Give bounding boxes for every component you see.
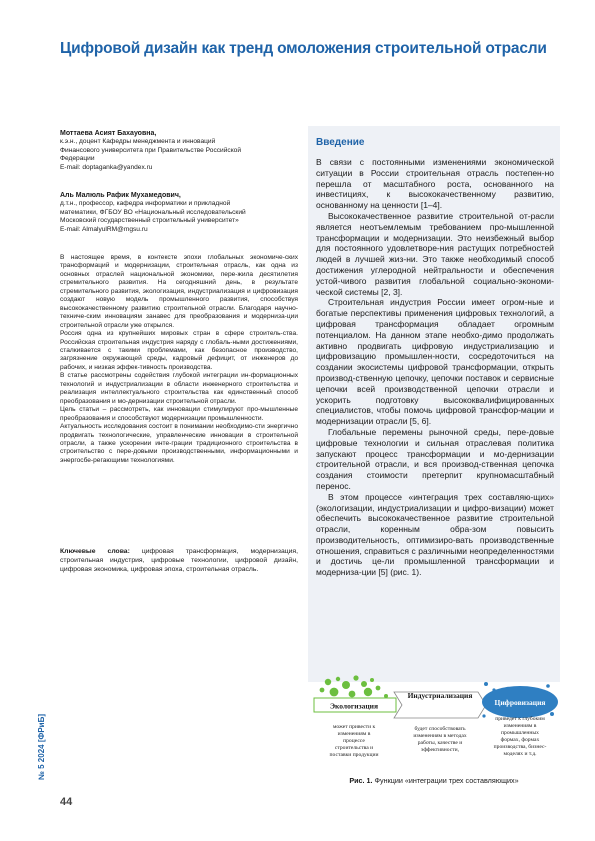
stage-note-line: эффективности,	[420, 747, 460, 753]
intro-body	[316, 157, 554, 578]
figure-integration	[308, 670, 560, 790]
author-affiliation-line: к.э.н., доцент Кафедры менеджмента и инноваций	[60, 138, 216, 146]
stage-note-line: может привести к	[332, 724, 376, 730]
stage-label: Индустриализация	[407, 691, 473, 700]
author-affiliation-line: математики, ФГБОУ ВО «Национальный исследовательский	[60, 208, 246, 216]
stage-note-line: строительства и	[334, 745, 374, 751]
abstract-paragraph: Россия одна из крупнейших мировых стран в сфере строитель-ства. Российская строительная индустрия наряду с глобаль-ными достижениями, сталкивается с такими проблемами, как безопасное производство, загрязнение окружающей среды, кадровый дефицит, от инженеров до рабочих, и низкая эффек-тивность производства.	[60, 330, 298, 371]
stage-note-line: работы, качестве и	[417, 740, 463, 746]
author-name: Моттаева Асият Бахауовна,	[60, 130, 157, 137]
figure-caption	[312, 776, 556, 785]
abstract	[60, 254, 298, 465]
intro-paragraph: В этом процессе «интеграция трех составляю-щих» (экологизации, индустриализации и цифро-визации) может обеспечить высококачественное развитие строительной отрасли, коренным обра-зом повысить производительность, оптимизиро-вать производственные отношения, справиться с различными неопределенностями и достичь це-ли промышленной трансформации и модерниза-ции [5] (рис. 1).	[316, 491, 554, 578]
intro-paragraph: Строительная индустрия России имеет огром-ные и богатые перспективы применения цифровых технологий, а цифровая трансформация обладает огромным потенциалом. На данном этапе необхо-димо продолжать активно продвигать цифровую индустриализацию и цифровизацию промышлен-ности, сосредоточиться на создании экосистемы цифровой трансформации, открыть производ-ственную цепочку, цепочки поставок и сервисные цепочки всей производственной цепочки отрасли и ускорить подготовку высококвалифицированных специалистов, чтобы помочь цифровой трансфор-мации и модернизации отрасли [5, 6].	[316, 297, 554, 427]
stage-note-line: будет способствовать	[414, 726, 466, 732]
stage-note-line: формах, формах	[500, 737, 540, 743]
journal-issue-text: № 5 2024 [ФРиБ]	[37, 714, 46, 780]
article-title: Цифровой дизайн как тренд омоложения строительной отрасли	[60, 40, 547, 57]
intro-paragraph: В связи с постоянными изменениями экономической ситуации в России строительная отрасль постепен-но перешла от масштабного роста, основанного на инвестициях, к высококачественному развитию, основанному на ценности [1–4].	[316, 157, 554, 211]
intro-heading: Введение	[316, 137, 365, 148]
intro-paragraph: Глобальные перемены рыночной среды, пере-довые цифровые технологии и сильная отраслевая политика запускают процесс трансформации и мо-дернизации строительной отрасли, и вся производ-ственная цепочка создания стоимости претерпит крупномасштабный перенос.	[316, 426, 554, 491]
journal-issue-label	[37, 690, 51, 780]
intro-paragraph: Высококачественное развитие строительной от-расли является неотъемлемым требованием про-мышленной трансформации и модернизации. Это неизбежный выбор для постоянного удовлетворе-ния растущих потребностей людей в лучшей жиз-ни. Это также необходимый способ достижения углеродной нейтральности и обеспечения устой-чивого развития глобальной социально-экономи-ческой системы [2, 3].	[316, 210, 554, 297]
keywords-label: Ключевые слова:	[60, 548, 130, 555]
stage-note-line: поставки продукции	[329, 752, 379, 758]
stage-note-line: приведет к глубоким	[495, 716, 545, 722]
author-block-2	[60, 192, 298, 234]
abstract-paragraph: В настоящее время, в контексте эпохи глобальных экономиче-ских трансформаций и модернизации, строительная отрасль, как одна из основных отраслей национальной экономики, пере-жила десятилетия стремительного развития. На сегодняшний день, в результате стремительного развития, экологизация, индустриализация и цифровизация создают новую модель промышленного развития, способствуя высококачественному развитию строительной отрасли. Благодаря научно-техниче-ским инновациям занавес для преобразования и модерниза-ции строительной отрасли уже открылся.	[60, 254, 298, 329]
stage-note-line: изменениям в	[503, 723, 537, 729]
stage-note-line: моделях и т.д.	[503, 751, 537, 757]
caption-prefix: Рис. 1.	[349, 776, 373, 785]
stage-note-line: изменениям в методах	[413, 733, 467, 739]
author-name: Аль Малюль Рафик Мухамедович,	[60, 192, 181, 199]
keywords	[60, 548, 298, 574]
author-email: E-mail: doptaganka@yandex.ru	[60, 163, 153, 171]
stage-note-line: производства, бизнес-	[493, 744, 547, 750]
stage-notes	[330, 715, 547, 758]
stage-note-line: промышленных	[501, 730, 539, 736]
figure-diagram	[308, 670, 560, 780]
stage-label: Цифровизация	[494, 698, 546, 707]
author-affiliation-line: Московский государственный строительный университет»	[60, 217, 239, 225]
stage-note-line: процессе	[343, 738, 365, 744]
caption-text: Функции «интеграции трех составляющих»	[372, 776, 519, 785]
author-email: E-mail: AlmalyulRM@mgsu.ru	[60, 225, 148, 233]
page-number: 44	[60, 796, 73, 808]
abstract-paragraph: Актуальность исследования состоит в понимании необходимо-сти энергично продвигать технологические, управленческие инновации в строительной отрасли, а также ускорении инте-грации традиционного строительства в строительство с пере-довыми производственными, информационными и энергосбе-регающими технологиями.	[60, 423, 298, 464]
stage-label: Экологизация	[329, 701, 379, 711]
keywords-text: цифровая трансформация, модернизация, строительная индустрия, цифровые технологии, цифровой дизайн, цифровая экономика, цифровая эпоха, строительная отрасль.	[60, 548, 298, 573]
author-affiliation-line: д.т.н., профессор, кафедра информатики и прикладной	[60, 200, 231, 208]
stage-note-line: изменениям в	[337, 731, 371, 737]
abstract-paragraph: Цель статьи – рассмотреть, как инновации стимулируют про-мышленные преобразования и способствуют модернизации промышленности.	[60, 406, 298, 422]
author-affiliation-line: Финансового университета при Правительстве Российской	[60, 146, 242, 154]
abstract-paragraph: В статье рассмотрены содействия глубокой интеграции ин-формационных технологий и индустриализации в области инженерного строительства и реализация интеллектуального строительства как единственный способ преобразования и мо-дернизации строительной отрасли.	[60, 372, 298, 405]
author-affiliation-line: Федерации	[60, 155, 95, 163]
author-block-1	[60, 130, 298, 172]
